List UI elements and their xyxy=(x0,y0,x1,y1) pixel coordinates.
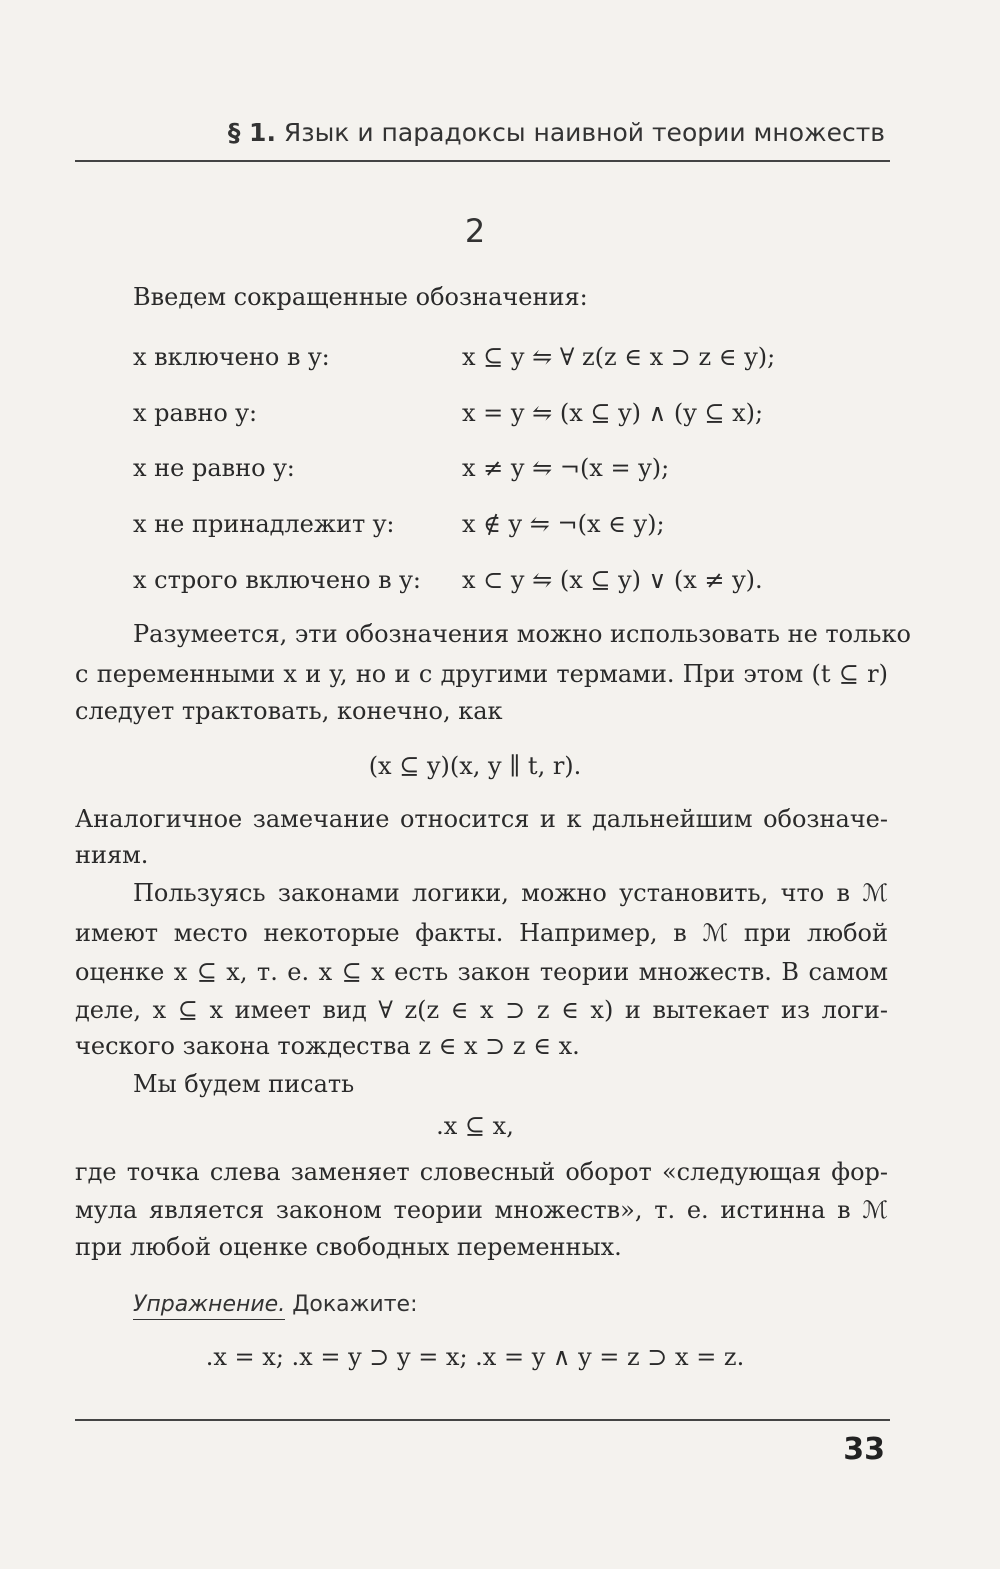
exercise-label: Упражнение. xyxy=(133,1292,285,1320)
definition-term: x включено в y: xyxy=(133,343,330,371)
paragraph-line: где точка слева заменяет словесный оборот «следующая фор- xyxy=(75,1158,888,1186)
paragraph-line: Пользуясь законами логики, можно установить, что в ℳ xyxy=(133,879,888,907)
definition-formula: x ∉ y ⇋ ¬(x ∈ y); xyxy=(462,510,665,538)
definition-formula: x = y ⇋ (x ⊆ y) ∧ (y ⊆ x); xyxy=(462,399,764,427)
definition-formula: x ⊂ y ⇋ (x ⊆ y) ∨ (x ≠ y). xyxy=(462,566,763,594)
definition-term: x не принадлежит y: xyxy=(133,510,395,538)
header-rule xyxy=(75,160,890,162)
paragraph-line: оценке x ⊆ x, т. е. x ⊆ x есть закон теории множеств. В самом xyxy=(75,958,888,986)
paragraph-line: деле, x ⊆ x имеет вид ∀ z(z ∈ x ⊃ z ∈ x) и вытекает из логи- xyxy=(75,996,888,1024)
definition-formula: x ≠ y ⇋ ¬(x = y); xyxy=(462,454,670,482)
display-formula: (x ⊆ y)(x, y ∥ t, r). xyxy=(368,752,582,780)
exercise-heading xyxy=(133,1292,417,1317)
paragraph-line: имеют место некоторые факты. Например, в ℳ при любой xyxy=(75,919,888,947)
exercise-text: Докажите: xyxy=(292,1292,418,1317)
paragraph-line: ниям. xyxy=(75,841,149,869)
paragraph-line: Разумеется, эти обозначения можно использовать не только xyxy=(133,620,911,648)
section-number: 2 xyxy=(464,212,486,250)
running-header xyxy=(75,118,885,147)
exercise-formulas: .x = x; .x = y ⊃ y = x; .x = y ∧ y = z ⊃ x = z. xyxy=(205,1343,745,1371)
intro-text: Введем сокращенные обозначения: xyxy=(133,283,588,311)
display-formula: .x ⊆ x, xyxy=(436,1112,514,1140)
section-mark: § 1. xyxy=(227,118,276,147)
paragraph-line: с переменными x и y, но и с другими термами. При этом (t ⊆ r) xyxy=(75,660,888,688)
paragraph-line: при любой оценке свободных переменных. xyxy=(75,1233,622,1261)
definition-term: x строго включено в y: xyxy=(133,566,421,594)
paragraph-line: Аналогичное замечание относится и к дальнейшим обозначе- xyxy=(75,805,888,833)
footer-rule xyxy=(75,1419,890,1421)
chapter-title: Язык и парадоксы наивной теории множеств xyxy=(283,118,885,147)
page-number: 33 xyxy=(843,1432,885,1467)
paragraph-line: ческого закона тождества z ∈ x ⊃ z ∈ x. xyxy=(75,1032,580,1060)
paragraph-line: следует трактовать, конечно, как xyxy=(75,697,503,725)
definition-term: x не равно y: xyxy=(133,454,295,482)
paragraph-line: мула является законом теории множеств», т. е. истинна в ℳ xyxy=(75,1196,888,1224)
definition-formula: x ⊆ y ⇋ ∀ z(z ∈ x ⊃ z ∈ y); xyxy=(462,343,776,371)
definition-term: x равно y: xyxy=(133,399,258,427)
paragraph-line: Мы будем писать xyxy=(133,1070,355,1098)
